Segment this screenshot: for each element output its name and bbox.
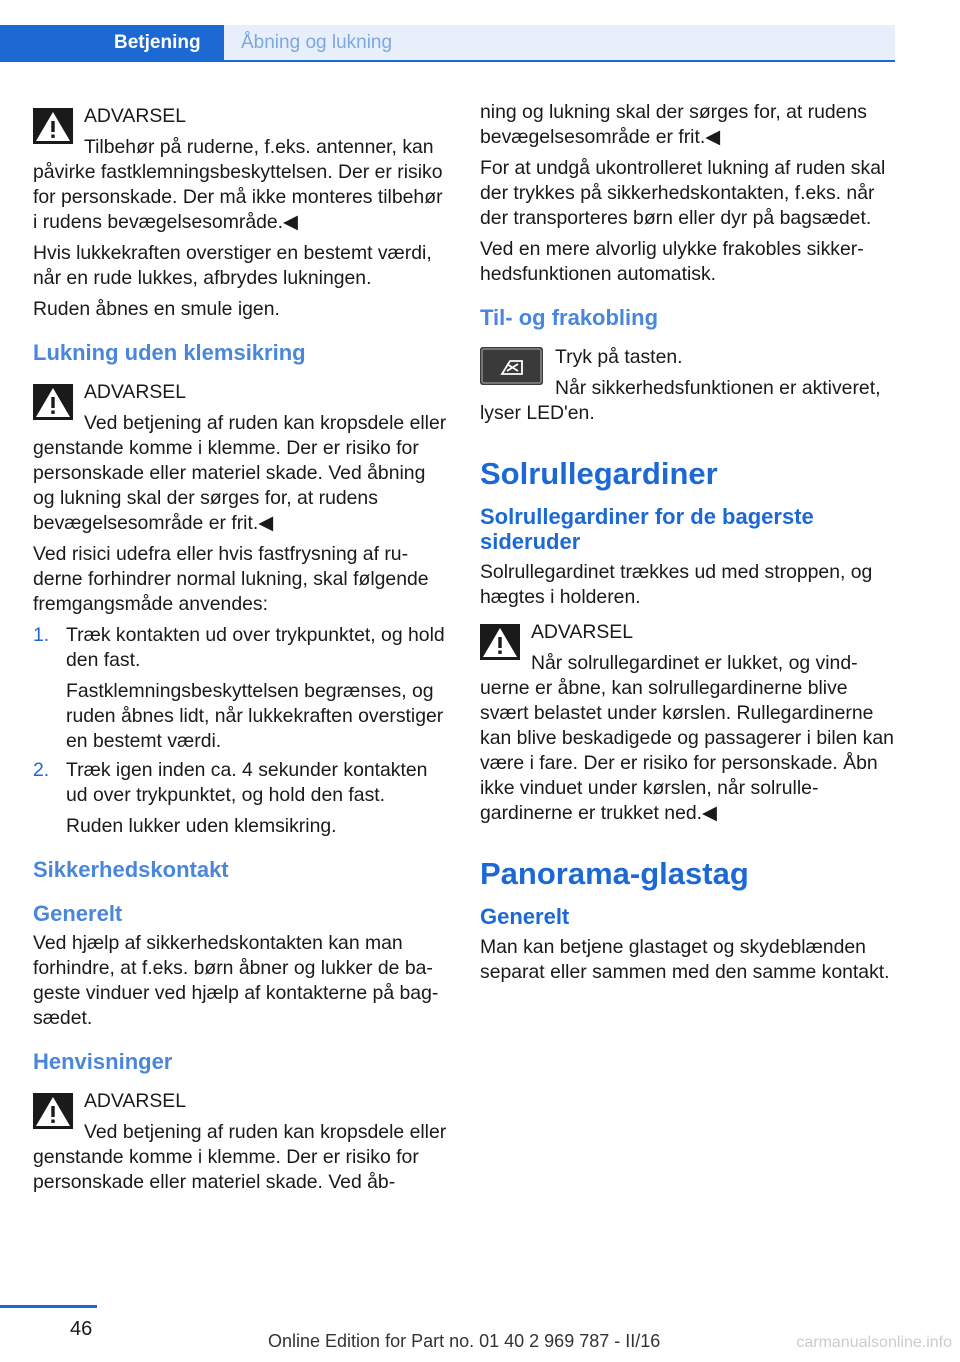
paragraph: Solrullegardinet trækkes ud med stroppen, og hægtes i holderen. — [480, 561, 873, 608]
paragraph: Ved hjælp af sikkerhedskontakten kan man forhindre, at f.eks. børn åbner og lukker de bageste vinduer ved hjælp af kontakterne på bagsædet. — [33, 932, 439, 1029]
step-note: Fastklemningsbeskyttelsen begrænses, og ruden åbnes lidt, når lukkekraften overstiger en bestemt værdi. — [66, 680, 444, 752]
heading-panorama-glastag: Panorama-glastag — [480, 856, 749, 891]
warning-block — [33, 1085, 449, 1195]
step-number: 1. — [33, 624, 50, 646]
warning-text: Tilbehør på ruderne, f.eks. antenner, kan påvirke fastklemningsbeskyttelsen. Der er risiko for personskade. Der må ikke monteres tilbehør i rudens bevægelsesområde.◀ — [33, 136, 443, 233]
paragraph: Hvis lukkekraften overstiger en bestemt værdi, når en rude lukkes, afbrydes lukningen. — [33, 242, 432, 289]
button-instruction-text: Når sikkerhedsfunktionen er aktiveret, lyser LED'en. — [480, 377, 881, 424]
warning-title: ADVARSEL — [84, 105, 187, 127]
paragraph: Man kan betjene glastaget og skydeblænden separat eller sammen med den samme kontakt. — [480, 936, 890, 983]
button-instruction — [480, 341, 896, 426]
step-text: Træk igen inden ca. 4 sekunder kontakten ud over trykpunktet, og hold den fast. — [66, 759, 428, 806]
heading-lukning: Lukning uden klemsikring — [33, 340, 306, 365]
warning-triangle-icon — [33, 108, 73, 144]
heading-generelt: Generelt — [33, 901, 123, 926]
list-item — [33, 758, 449, 839]
right-column — [480, 100, 896, 991]
paragraph: Ruden åbnes en smule igen. — [33, 298, 280, 320]
warning-block — [33, 376, 449, 536]
paragraph: ning og lukning skal der sørges for, at rudens bevægelsesområde er frit.◀ — [480, 101, 867, 148]
warning-block — [480, 616, 896, 826]
header-tab-aabning: Åbning og lukning — [224, 25, 895, 61]
button-instruction-line: Tryk på tasten. — [555, 346, 683, 368]
left-column — [33, 100, 449, 1201]
step-text: Træk kontakten ud over trykpunktet, og hold den fast. — [66, 624, 445, 671]
paragraph: Ved risici udefra eller hvis fastfrysning af ruderne forhindrer normal lukning, skal følgende fremgangsmåde anvendes: — [33, 543, 429, 615]
paragraph: Ved en mere alvorlig ulykke frakobles sikkerhedsfunktionen automatisk. — [480, 238, 864, 285]
warning-title: ADVARSEL — [531, 621, 634, 643]
footer-rule — [0, 1305, 97, 1308]
heading-til-frakobling: Til- og frakobling — [480, 305, 659, 330]
warning-text: Ved betjening af ruden kan kropsdele eller genstande komme i klemme. Der er risiko for personskade eller materiel skade. Ved åb- — [33, 1121, 447, 1193]
warning-triangle-icon — [33, 1093, 73, 1129]
paragraph: For at undgå ukontrolleret lukning af ruden skal der trykkes på sikkerhedskontakten, f.eks. når der transporteres børn eller dyr på bagsædet. — [480, 157, 886, 229]
step-number: 2. — [33, 759, 50, 781]
warning-triangle-icon — [480, 624, 520, 660]
heading-solrullegardiner: Solrullegardiner — [480, 456, 718, 491]
heading-sikkerhedskontakt: Sikkerhedskontakt — [33, 857, 229, 882]
steps-list — [33, 623, 449, 839]
subheading-solrullegardiner: Solrullegardiner for de bagerste sideruder — [480, 504, 814, 554]
step-note: Ruden lukker uden klemsikring. — [66, 815, 337, 837]
warning-triangle-icon — [33, 384, 73, 420]
list-item — [33, 623, 449, 754]
warning-block — [33, 100, 449, 235]
watermark: carmanualsonline.info — [796, 1334, 952, 1351]
header-tab-betjening: Betjening — [0, 25, 224, 61]
subheading-generelt: Generelt — [480, 904, 570, 929]
warning-title: ADVARSEL — [84, 1090, 187, 1112]
heading-henvisninger: Henvisninger — [33, 1049, 173, 1074]
warning-text: Når solrullegardinet er lukket, og vinduerne er åbne, kan solrullegardinerne blive svært belastet under kørslen. Rullegardinerne kan blive beskadigede og passagerer i bilen kan være i fare. Der er risiko for personskade. Åbn ikke vinduet under kørslen, når solrullegardinerne er trukket ned.◀ — [480, 652, 894, 824]
child-lock-button-icon — [480, 347, 543, 385]
header-rule — [0, 60, 895, 62]
page-number: 46 — [70, 1318, 93, 1340]
footer-edition: Online Edition for Part no. 01 40 2 969 787 - II/16 — [268, 1331, 661, 1351]
warning-title: ADVARSEL — [84, 381, 187, 403]
warning-text: Ved betjening af ruden kan kropsdele eller genstande komme i klemme. Der er risiko for personskade eller materiel skade. Ved åbning og lukning skal der sørges for, at rudens bevægelsesområde er frit.◀ — [33, 412, 447, 534]
